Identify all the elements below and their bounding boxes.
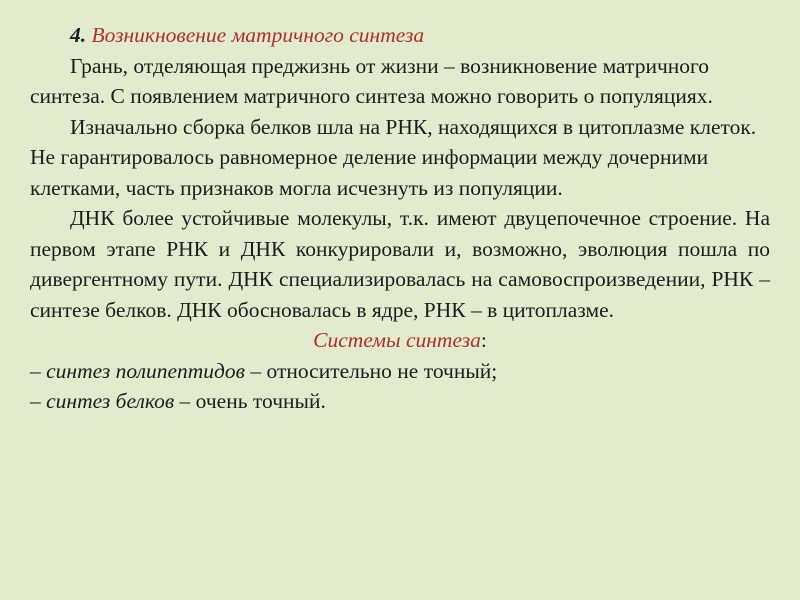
synthesis-systems-heading bbox=[30, 325, 770, 356]
section-heading bbox=[30, 20, 770, 51]
synthesis-systems-colon: : bbox=[480, 328, 487, 352]
paragraph-3: ДНК более устойчивые молекулы, т.к. имеют двуцепочечное строение. На первом этапе РНК и ДНК конкурировали и, возможно, эволюция пошла по дивергентному пути. ДНК специализировалась на самовоспроизведении, РНК – синтезе белков. ДНК обосновалась в ядре, РНК – в цитоплазме. bbox=[30, 206, 770, 322]
paragraph-1: Грань, отделяющая преджизнь от жизни – возникновение матричного синтеза. С появлением матричного синтеза можно говорить о популяциях. bbox=[30, 53, 713, 108]
list-description: – очень точный. bbox=[174, 389, 326, 413]
list-item-proteins bbox=[30, 386, 770, 417]
section-title: Возникновение матричного синтеза bbox=[91, 23, 425, 47]
list-dash: – bbox=[30, 389, 47, 413]
list-term: синтез белков bbox=[46, 389, 175, 413]
list-term: синтез полипептидов bbox=[46, 358, 245, 383]
section-number: 4. bbox=[70, 23, 87, 47]
synthesis-systems-title: Системы синтеза bbox=[313, 328, 481, 352]
list-dash: – bbox=[30, 358, 47, 383]
list-item-polypeptides bbox=[30, 356, 770, 387]
paragraph-2: Изначально сборка белков шла на РНК, находящихся в цитоплазме клеток. Не гарантировалось равномерное деление информации между дочерними клетками, часть признаков могла исчезнуть из популяции. bbox=[30, 114, 757, 200]
list-description: – относительно не точный; bbox=[245, 358, 498, 383]
